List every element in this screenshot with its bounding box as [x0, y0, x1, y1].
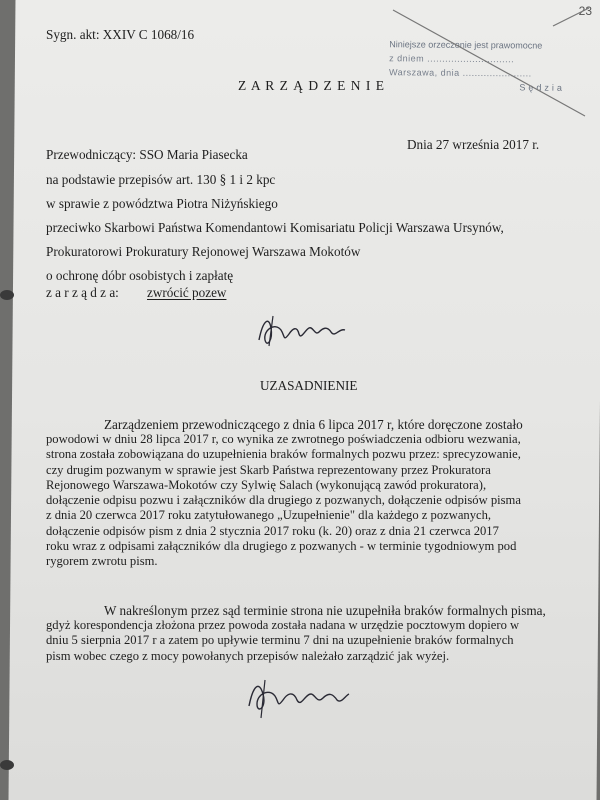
paragraph-2-line: gdyż korespondencja złożona przez powoda została nadana w urzędzie pocztowym dopiero w	[46, 618, 520, 632]
header-line: Przewodniczący: SSO Maria Piasecka	[46, 147, 248, 162]
document-title: Z A R Z Ą D Z E N I E	[238, 78, 385, 93]
paragraph-1-line: strona została zobowiązana do uzupełnienia braków formalnych pozwu przez: sprecyzowanie,	[46, 447, 521, 462]
header-line: na podstawie przepisów art. 130 § 1 i 2 kpc	[46, 172, 276, 187]
orders-value: zwrócić pozew	[147, 285, 227, 300]
paragraph-1-line: Zarządzeniem przewodniczącego z dnia 6 lipca 2017 r, które doręczone zostało	[104, 417, 523, 432]
orders-label: z a r z ą d z a:	[46, 285, 119, 300]
document-date: Dnia 27 września 2017 r.	[407, 137, 540, 152]
paragraph-1-line: rygorem zwrotu pism.	[46, 554, 158, 569]
paragraph-1-line: dołączenie odpisów pism z dnia 2 stycznia 2017 roku (k. 20) oraz z dnia 21 czerwca 2017	[46, 523, 499, 538]
header-line: przeciwko Skarbowi Państwa Komendantowi Komisariatu Policji Warszawa Ursynów,	[46, 220, 504, 235]
paragraph-1-line: czy drugim pozwanym w sprawie jest Skarb Państwa reprezentowany przez Prokuratora	[46, 462, 491, 477]
header-line: w sprawie z powództwa Piotra Niżyńskiego	[46, 196, 278, 211]
header-line: Prokuratorowi Prokuratury Rejonowej Warszawa Mokotów	[46, 244, 361, 259]
justification-title: UZASADNIENIE	[260, 378, 358, 393]
paragraph-2-line: dniu 5 sierpnia 2017 r a zatem po upływie terminu 7 dni na uzupełnienie braków formalnych	[46, 633, 514, 648]
stamp-line-1: Niniejsze orzeczenie jest prawomocne	[389, 39, 543, 51]
stamp-line-3: Warszawa, dnia .......................	[388, 67, 532, 79]
paragraph-1-line: roku wraz z odpisami załączników dla drugiego z pozwanych - w terminie tygodniowym pod	[46, 539, 517, 554]
paragraph-2-line: W nakreślonym przez sąd terminie strona nie uzupełniła braków formalnych pisma,	[104, 603, 546, 618]
case-reference: Sygn. akt: XXIV C 1068/16	[46, 27, 195, 42]
binder-hole	[0, 760, 14, 770]
paragraph-1-line: Rejonowego Warszawa-Mokotów czy Sylwię Salach (wykonującą zawód prokuratora),	[46, 477, 487, 492]
stamp-line-2: z dniem .............................	[389, 53, 515, 65]
page-number: 23	[578, 4, 592, 18]
handwritten-signature-bottom	[245, 672, 355, 722]
stamp-judge-label: Sędzia	[519, 82, 565, 93]
paragraph-2-body	[46, 618, 536, 664]
handwritten-signature	[255, 310, 355, 350]
paragraph-1-line: z dnia 20 czerwca 2017 roku zatytułowanego „Uzupełnienie" dla każdego z pozwanych,	[46, 508, 492, 523]
binder-hole	[0, 290, 14, 300]
paragraph-1-body	[46, 432, 536, 570]
paragraph-2-line: pism wobec czego z mocy powołanych przepisów należało zarządzić jak wyżej.	[46, 648, 450, 663]
paragraph-1-line: powodowi w dniu 28 lipca 2017 r, co wynika ze zwrotnego poświadczenia odbioru wezwania,	[46, 432, 521, 446]
paragraph-1-line: dołączenie odpisu pozwu i załączników dla drugiego z pozwanych, dołączenie odpisów pisma	[46, 493, 521, 508]
header-line: o ochronę dóbr osobistych i zapłatę	[46, 268, 234, 283]
stamp-strike-line	[385, 4, 595, 124]
